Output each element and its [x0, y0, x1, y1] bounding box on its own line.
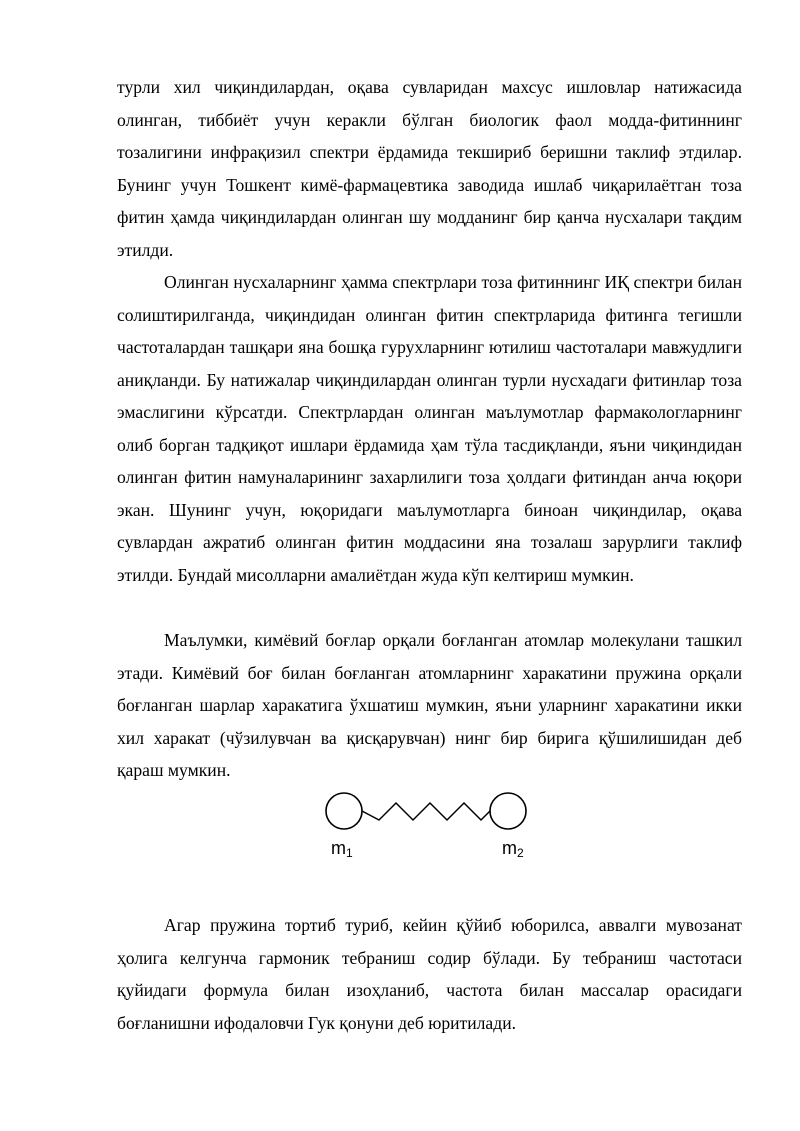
spring-mass-drawing: [316, 786, 546, 836]
mass-1-ball: [326, 793, 362, 829]
mass-2-letter: m: [502, 838, 517, 858]
spring-mass-diagram: [316, 786, 546, 866]
paragraph-2: Олинган нусхаларнинг ҳамма спектрлари тоза фитиннинг ИҚ спектри билан солиштирилганда, чиқиндидан олинган фитин спектрларида фитинга тегишли частоталардан ташқари яна бошқа гурухларнинг ютилиш частоталари мавжудлиги аниқланди. Бу натижалар чиқиндилардан олинган турли нусхадаги фитинлар тоза эмаслигини кўрсатди. Спектрлардан олинган маълумотлар фармакологларнинг олиб борган тадқиқот ишлари ёрдамида ҳам тўла тасдиқланди, яъни чиқиндидан олинган фитин намуналарининг захарлилиги тоза ҳолдаги фитиндан анча юқори экан. Шунинг учун, юқоридаги маълумотларга биноан чиқиндилар, оқава сувлардан ажратиб олинган фитин моддасини яна тозалаш зарурлиги таклиф этилди. Бундай мисолларни амалиётдан жуда кўп келтириш мумкин.: [117, 272, 742, 585]
paragraph-4: Агар пружина тортиб туриб, кейин қўйиб юборилса, аввалги мувозанат ҳолига келгунча гармоник тебраниш содир бўлади. Бу тебраниш частотаси қуйидаги формула билан изоҳланиб, частота билан массалар орасидаги боғланишни ифодаловчи Гук қонуни деб юритилади.: [117, 915, 742, 1033]
mass-1-index: 1: [346, 846, 353, 860]
mass-2-index: 2: [517, 846, 524, 860]
spring-line: [362, 803, 490, 820]
mass-2-ball: [490, 793, 526, 829]
mass-1-label: [331, 838, 353, 863]
paragraph-3: Маълумки, кимёвий боғлар орқали боғланган атомлар молекулани ташкил этади. Кимёвий боғ билан боғланган атомларнинг харакатини пружина орқали боғланган шарлар харакатига ўхшатиш мумкин, яъни уларнинг харакатини икки хил харакат (чўзилувчан ва қисқарувчан) нинг бир бирига қўшилишидан деб қараш мумкин.: [117, 630, 742, 780]
mass-1-letter: m: [331, 838, 346, 858]
paragraph-1: турли хил чиқиндилардан, оқава сувларидан махсус ишловлар натижасида олинган, тиббиёт учун керакли бўлган биологик фаол модда-фитиннинг тозалигини инфрақизил спектри ёрдамида текшириб беришни таклиф этдилар. Бунинг учун Тошкент кимё-фармацевтика заводида ишлаб чиқарилаётган тоза фитин ҳамда чиқиндилардан олинган шу модданинг бир қанча нусхалари тақдим этилди.: [117, 77, 742, 260]
mass-2-label: [502, 838, 524, 863]
